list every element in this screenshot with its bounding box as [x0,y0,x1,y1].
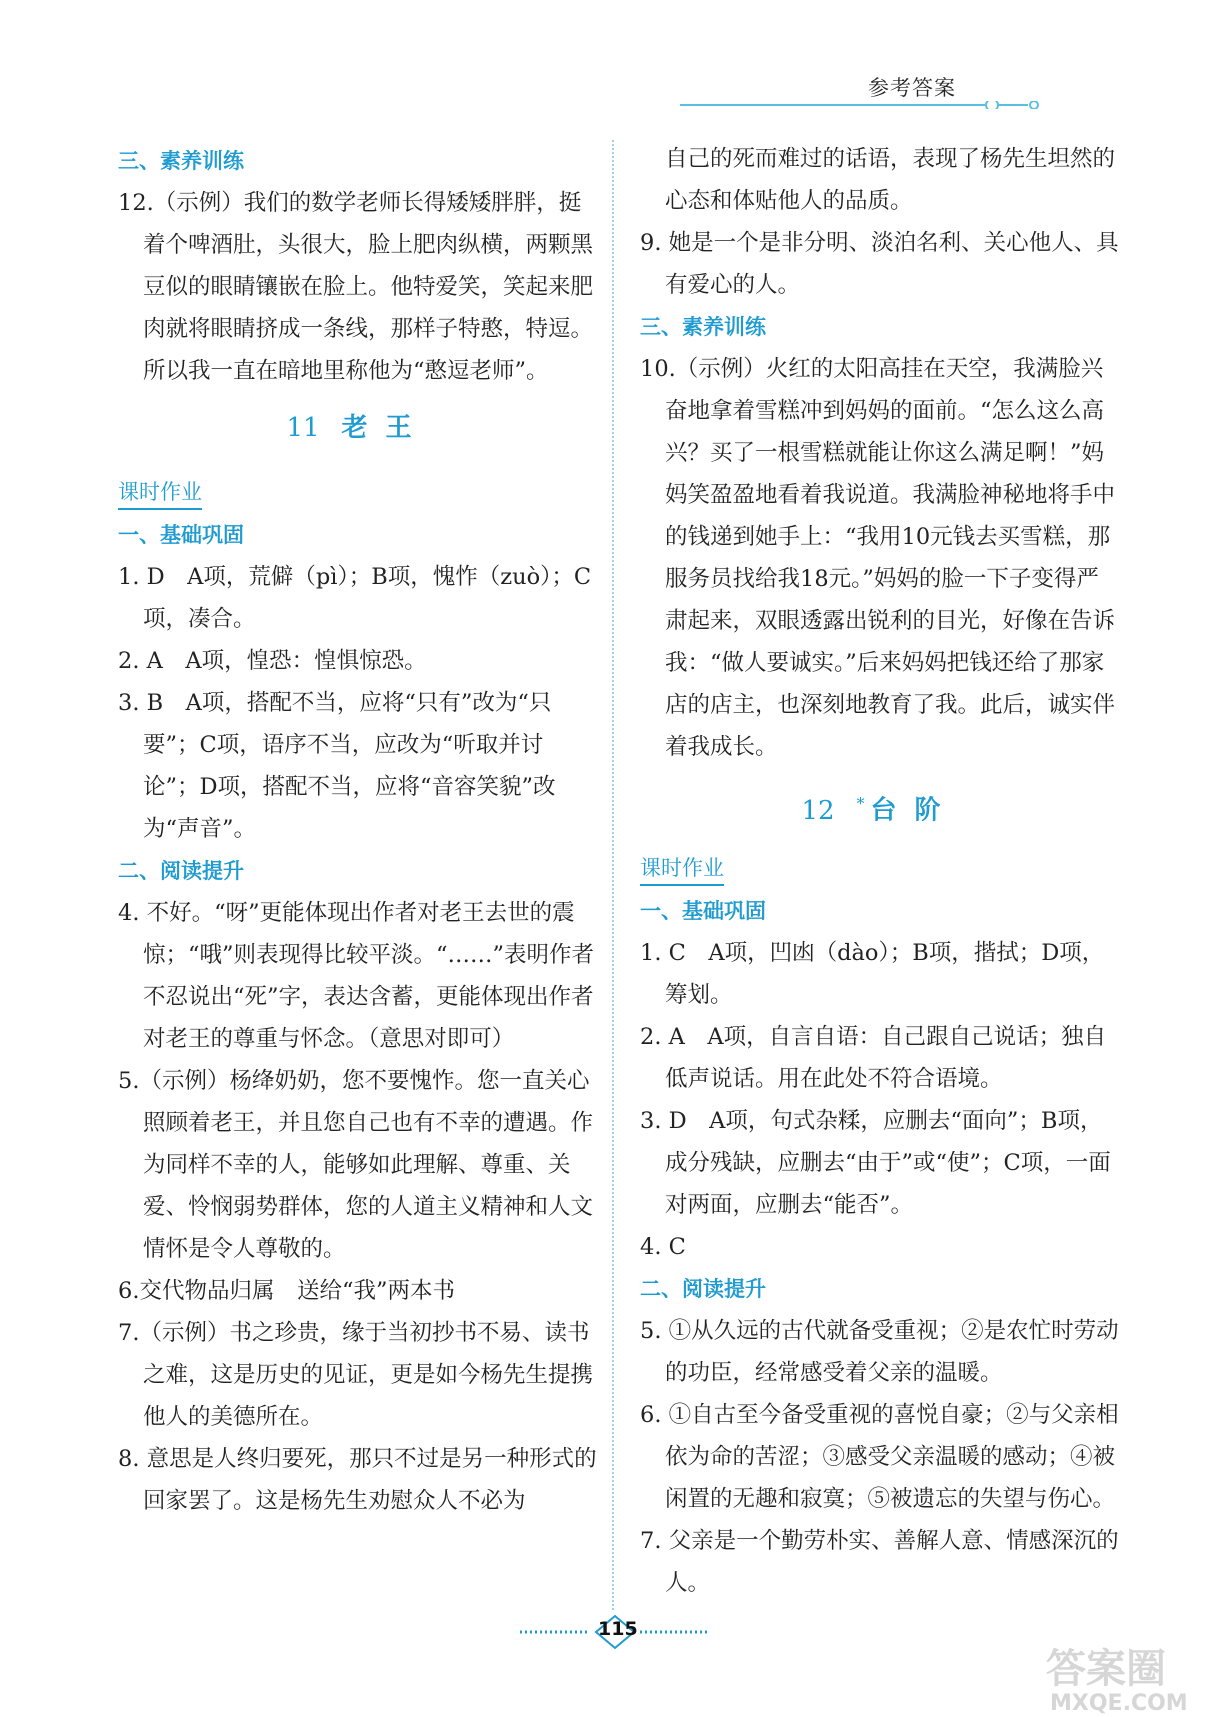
answer-5: 5. ①从久远的古代就备受重视；②是农忙时劳动的功臣，经常感受着父亲的温暖。 [640,1318,1119,1386]
answer-1: 1. C A项，凹凼（dào）；B项，揩拭；D项，筹划。 [640,940,1105,1008]
page-number [520,1612,710,1652]
section-heading: 一、基础巩固 [118,523,244,547]
answer-3: 3. B A项，搭配不当，应将“只有”改为“只要”；C项，语序不当，应改为“听取并讨论”；D项，搭配不当，应将“音容笑貌”改为“声音”。 [118,690,556,842]
answer-2: 2. A A项，自言自语：自己跟自己说话；独自低声说话。用在此处不符合语境。 [640,1024,1107,1092]
header-decoration-line [680,101,1100,109]
lesson-number: 12 [801,795,835,826]
section-heading: 二、阅读提升 [640,1277,766,1301]
answer-7: 7.（示例）书之珍贵，缘于当初抄书不易、读书之难，这是历史的见证，更是如今杨先生提携他人的美德所在。 [118,1320,594,1430]
answer-6: 6.交代物品归属 送给“我”两本书 [118,1278,455,1304]
answer-9: 9. 她是一个是非分明、淡泊名利、关心他人、具有爱心的人。 [640,230,1119,298]
answer-8-continued: 自己的死而难过的话语，表现了杨先生坦然的心态和体贴他人的品质。 [665,146,1116,214]
answer-6: 6. ①自古至今备受重视的喜悦自豪；②与父亲相依为命的苦涩；③感受父亲温暖的感动；④被闲置的无趣和寂寞；⑤被遗忘的失望与伤心。 [640,1402,1119,1512]
lesson-star: * [856,794,865,813]
lesson-number: 11 [286,413,320,443]
right-column [640,138,1120,1604]
section-heading: 三、素养训练 [640,315,766,339]
homework-heading: 课时作业 [640,848,724,886]
section-heading: 一、基础巩固 [640,899,766,923]
section-heading: 三、素养训练 [118,149,244,173]
watermark-text: MXQE.COM [1050,1691,1188,1716]
answer-10: 10.（示例）火红的太阳高挂在天空，我满脸兴奋地拿着雪糕冲到妈妈的面前。“怎么这么高兴？买了一根雪糕就能让你这么满足啊！”妈妈笑盈盈地看着我说道。我满脸神秘地将手中的钱递到她手上：“我用10元钱去买雪糕，那服务员找给我18元。”妈妈的脸一下子变得严肃起来，双眼透露出锐利的目光，好像在告诉我：“做人要诚实。”后来妈妈把钱还给了那家店的店主，也深刻地教育了我。此后，诚实伴着我成长。 [640,356,1116,760]
column-divider [612,140,614,1610]
lesson-title [118,392,598,464]
page-header-title: 参考答案 [868,76,956,100]
answer-5: 5.（示例）杨绛奶奶，您不要愧怍。您一直关心照顾着老王，并且您自己也有不幸的遭遇。作为同样不幸的人，能够如此理解、尊重、关爱、怜悯弱势群体，您的人道主义精神和人文情怀是令人尊敬的。 [118,1068,594,1262]
homework-heading: 课时作业 [118,472,202,510]
lesson-title [640,768,1120,840]
answer-3: 3. D A项，句式杂糅，应删去“面向”；B项，成分残缺，应删去“由于”或“使”；C项，一面对两面，应删去“能否”。 [640,1108,1111,1218]
answer-4: 4. C [640,1234,686,1260]
lesson-name: 老王 [341,413,430,443]
answer-12: 12.（示例）我们的数学老师长得矮矮胖胖，挺着个啤酒肚，头很大，脸上肥肉纵横，两颗黑豆似的眼睛镶嵌在脸上。他特爱笑，笑起来肥肉就将眼睛挤成一条线，那样子特憨，特逗。所以我一直在暗地里称他为“憨逗老师”。 [118,190,594,384]
svg-text:答案圈: 答案圈 [1046,1646,1166,1692]
answer-8: 8. 意思是人终归要死，那只不过是另一种形式的回家罢了。这是杨先生劝慰众人不必为 [118,1446,597,1514]
lesson-name: 台阶 [870,795,959,826]
left-column [118,140,598,1522]
watermark-logo [1040,1640,1216,1716]
answer-1: 1. D A项，荒僻（pì）；B项，愧怍（zuò）；C项，凑合。 [118,564,592,632]
section-heading: 二、阅读提升 [118,859,244,883]
answer-4: 4. 不好。“呀”更能体现出作者对老王去世的震惊；“哦”则表现得比较平淡。“……”表明作者不忍说出“死”字，表达含蓄，更能体现出作者对老王的尊重与怀念。（意思对即可） [118,900,595,1052]
answer-2: 2. A A项，惶恐：惶惧惊恐。 [118,648,427,674]
answer-7: 7. 父亲是一个勤劳朴实、善解人意、情感深沉的人。 [640,1528,1119,1596]
page-number-text: 115 [598,1618,638,1640]
